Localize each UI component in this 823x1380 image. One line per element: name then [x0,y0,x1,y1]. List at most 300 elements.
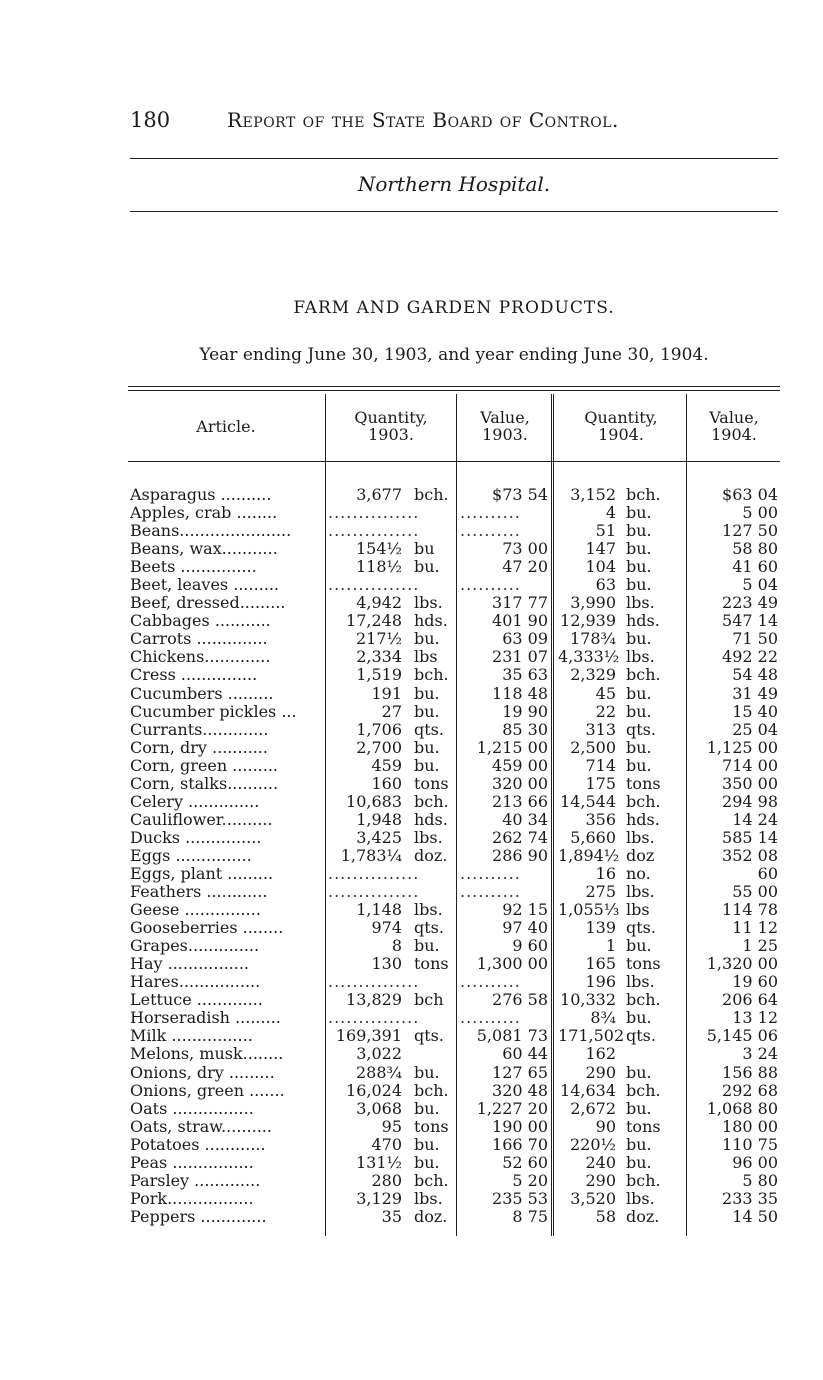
value-1904-cell: 19 60 [732,972,778,992]
article-cell: Cress ............... [130,666,258,685]
unit-1904-cell: bch. [626,665,661,685]
qty-1903-cell: 974 [371,918,402,938]
col-header-article: Article. [196,416,256,436]
article-cell: Cucumbers ......... [130,684,274,703]
qty-1904-cell: 275 [585,882,616,902]
qty-1903-cell: 1,783¼ [340,845,402,865]
empty-leader: ............... [328,973,420,992]
qty-1903-cell: 160 [371,773,402,793]
qty-1904-cell: 171,502 [558,1026,625,1046]
unit-1903-cell: bu. [414,1134,440,1154]
value-1903-cell: 19 90 [502,701,548,721]
qty-1904-cell: 290 [585,1062,616,1082]
table-row [128,1045,780,1063]
table-row [128,829,780,847]
value-1904-cell: 114 78 [722,900,778,920]
unit-1903-cell: lbs [414,647,438,667]
unit-1903-cell: hds. [414,809,448,829]
value-1903-cell: 286 90 [492,845,548,865]
value-1904-cell: 14 24 [732,809,778,829]
table-row [128,612,780,630]
products-table [128,386,780,1226]
unit-1904-cell: doz [626,845,655,865]
table-row [128,721,780,739]
qty-1903-cell: 10,683 [346,791,402,811]
unit-1904-cell: tons [626,1116,661,1136]
unit-1904-cell: lbs. [626,827,655,847]
article-cell: Onions, green ....... [130,1081,285,1100]
unit-1903-cell: bu. [414,936,440,956]
table-row [128,504,780,522]
unit-1904-cell: no. [626,863,651,883]
article-cell: Onions, dry ......... [130,1063,275,1082]
value-1904-cell: 294 98 [722,791,778,811]
article-cell: Grapes.............. [130,937,260,956]
article-cell: Corn, green ......... [130,756,278,775]
empty-leader: ............... [328,504,420,523]
article-cell: Cauliflower.......... [130,810,273,829]
unit-1904-cell: lbs. [626,1188,655,1208]
unit-1904-cell: hds. [626,809,660,829]
unit-1903-cell: qts. [414,719,444,739]
article-cell: Feathers ............ [130,883,268,902]
value-1903-cell: 35 63 [502,665,548,685]
qty-1904-cell: 45 [595,683,616,703]
article-cell: Oats, straw.......... [130,1117,272,1136]
unit-1903-cell: lbs. [414,827,443,847]
article-cell: Hares................ [130,973,261,992]
empty-leader: .......... [460,883,521,902]
qty-1904-cell: 165 [585,954,616,974]
table-header [128,391,780,462]
value-1904-cell: 714 00 [722,755,778,775]
value-1903-cell: 320 48 [492,1080,548,1100]
qty-1903-cell: 2,334 [356,647,402,667]
value-1904-cell: 206 64 [722,990,778,1010]
unit-1904-cell: bu. [626,629,652,649]
value-1904-cell: 11 12 [732,918,778,938]
value-1904-cell: 25 04 [732,719,778,739]
article-cell: Oats ................ [130,1099,254,1118]
table-row [128,594,780,612]
article-cell: Currants............. [130,720,269,739]
qty-1903-cell: 217½ [355,629,402,649]
unit-1904-cell: bu. [626,557,652,577]
unit-1904-cell: bu. [626,521,652,541]
unit-1904-cell: bu. [626,1134,652,1154]
unit-1904-cell: bu. [626,936,652,956]
unit-1903-cell: qts. [414,918,444,938]
qty-1904-cell: 220½ [569,1134,616,1154]
unit-1904-cell: bu. [626,1098,652,1118]
article-cell: Hay ................ [130,955,249,974]
qty-1903-cell: 280 [371,1170,402,1190]
value-1904-cell: 13 12 [732,1008,778,1028]
value-1903-cell: 1,215 00 [476,737,548,757]
qty-1903-cell: 27 [381,701,402,721]
table-row [128,558,780,576]
unit-1903-cell: bu. [414,683,440,703]
qty-1904-cell: 14,634 [560,1080,616,1100]
value-1903-cell: 459 00 [492,755,548,775]
article-cell: Asparagus .......... [130,486,272,504]
unit-1903-cell: bch. [414,485,449,504]
value-1904-cell: 5 00 [742,503,778,523]
qty-1903-cell: 95 [381,1116,402,1136]
qty-1904-cell: 4,333½ [558,647,620,667]
unit-1904-cell: bch. [626,1170,661,1190]
table-row [128,955,780,973]
article-cell: Cucumber pickles ... [130,702,297,721]
unit-1903-cell: bu. [414,755,440,775]
value-1904-cell: 1,125 00 [706,737,778,757]
unit-1903-cell: doz. [414,845,448,865]
article-cell: Geese ............... [130,901,261,920]
empty-leader: ............... [328,522,420,541]
unit-1904-cell: hds. [626,611,660,631]
table-row [128,540,780,558]
unit-1903-cell: bu. [414,557,440,577]
value-1903-cell: 97 40 [502,918,548,938]
unit-1903-cell: tons [414,773,449,793]
col-header-qty-1904: Quantity, 1904. [584,408,658,444]
value-1903-cell: 60 44 [502,1044,548,1064]
value-1904-cell: 1,320 00 [706,954,778,974]
table-row [128,486,780,504]
column-rule [686,394,687,1236]
value-1903-cell: 262 74 [492,827,548,847]
article-cell: Milk ................ [130,1027,253,1046]
qty-1904-cell: 1 [605,936,616,956]
article-cell: Corn, dry ........... [130,738,268,757]
qty-1904-cell: 196 [585,972,616,992]
qty-1903-cell: 154½ [355,539,402,559]
unit-1904-cell: lbs. [626,593,655,613]
unit-1904-cell: bu. [626,701,652,721]
value-1903-cell: 47 20 [502,557,548,577]
value-1903-cell: 235 53 [492,1188,548,1208]
table-row [128,576,780,594]
value-1903-cell: 85 30 [502,719,548,739]
qty-1903-cell: 1,148 [356,900,402,920]
qty-1903-cell: 2,700 [356,737,402,757]
value-1904-cell: 41 60 [732,557,778,577]
qty-1903-cell: 130 [371,954,402,974]
value-1904-cell: 31 49 [732,683,778,703]
article-cell: Parsley ............. [130,1171,261,1190]
unit-1903-cell: tons [414,954,449,974]
value-1904-cell: 96 00 [732,1152,778,1172]
empty-leader: ............... [328,576,420,595]
qty-1903-cell: 118½ [355,557,402,577]
qty-1904-cell: 22 [595,701,616,721]
unit-1904-cell: bch. [626,990,661,1010]
value-1903-cell: 320 00 [492,773,548,793]
unit-1904-cell: bu. [626,1152,652,1172]
value-1904-cell: 350 00 [722,773,778,793]
unit-1904-cell: bu. [626,539,652,559]
unit-1904-cell: lbs [626,900,650,920]
section-title: Northern Hospital. [357,172,551,196]
article-cell: Chickens............. [130,648,271,667]
value-1904-cell: 292 68 [722,1080,778,1100]
value-1904-cell: 547 14 [722,611,778,631]
unit-1904-cell: bu. [626,1062,652,1082]
table-row [128,1154,780,1172]
value-1903-cell: 5,081 73 [476,1026,548,1046]
unit-1903-cell: lbs. [414,1188,443,1208]
value-1904-cell: 585 14 [722,827,778,847]
unit-1903-cell: bch. [414,1170,449,1190]
page-number: 180 [130,108,171,132]
column-rule [551,394,554,1236]
table-row [128,1009,780,1027]
qty-1904-cell: 147 [585,539,616,559]
table-row [128,1100,780,1118]
article-cell: Beet, leaves ......... [130,576,279,595]
value-1903-cell: 8 75 [512,1206,548,1226]
article-cell: Eggs ............... [130,846,252,865]
table-row [128,703,780,721]
qty-1904-cell: 4 [605,503,616,523]
unit-1904-cell: tons [626,954,661,974]
qty-1903-cell: 8 [391,936,402,956]
table-row [128,991,780,1009]
table-row [128,685,780,703]
unit-1904-cell: bu. [626,737,652,757]
unit-1904-cell: tons [626,773,661,793]
qty-1904-cell: 104 [585,557,616,577]
qty-1904-cell: 63 [595,575,616,595]
qty-1904-cell: 5,660 [570,827,616,847]
unit-1904-cell: qts. [626,719,656,739]
qty-1903-cell: 191 [371,683,402,703]
value-1903-cell: 166 70 [492,1134,548,1154]
table-row [128,883,780,901]
value-1904-cell: 60 [757,863,778,883]
table-row [128,847,780,865]
unit-1903-cell: bch. [414,665,449,685]
table-row [128,739,780,757]
unit-1903-cell: bch [414,990,444,1010]
value-1904-cell: 5 04 [742,575,778,595]
unit-1903-cell: bch. [414,1080,449,1100]
qty-1903-cell: 288¾ [355,1062,402,1082]
qty-1903-cell: 3,677 [356,485,402,504]
value-1904-cell: 71 50 [732,629,778,649]
unit-1903-cell: hds. [414,611,448,631]
value-1903-cell: 231 07 [492,647,548,667]
table-row [128,1118,780,1136]
empty-leader: .......... [460,864,521,883]
table-row [128,630,780,648]
unit-1904-cell: bch. [626,485,661,504]
unit-1904-cell: lbs. [626,972,655,992]
qty-1904-cell: 58 [595,1206,616,1226]
unit-1903-cell: lbs. [414,900,443,920]
unit-1904-cell: qts. [626,918,656,938]
value-1903-cell: 1,227 20 [476,1098,548,1118]
qty-1904-cell: 714 [585,755,616,775]
value-1904-cell: 58 80 [732,539,778,559]
value-1904-cell: 5 80 [742,1170,778,1190]
col-header-qty-1903: Quantity, 1903. [354,408,428,444]
qty-1903-cell: 13,829 [346,990,402,1010]
value-1903-cell: 118 48 [492,683,548,703]
empty-leader: .......... [460,973,521,992]
value-1903-cell: 73 00 [502,539,548,559]
table-row [128,919,780,937]
qty-1904-cell: 8¾ [590,1008,616,1028]
empty-leader: .......... [460,1009,521,1028]
value-1903-cell: 276 58 [492,990,548,1010]
unit-1903-cell: lbs. [414,593,443,613]
divider [130,211,778,212]
unit-1904-cell: bu. [626,755,652,775]
value-1903-cell: $73 54 [492,485,548,504]
qty-1904-cell: 175 [585,773,616,793]
col-header-val-1904: Value, 1904. [709,408,759,444]
value-1903-cell: 9 60 [512,936,548,956]
col-header-val-1903: Value, 1903. [480,408,530,444]
unit-1903-cell: bu. [414,737,440,757]
unit-1904-cell: qts. [626,1026,656,1046]
qty-1904-cell: 356 [585,809,616,829]
value-1903-cell: 52 60 [502,1152,548,1172]
article-cell: Carrots .............. [130,630,268,649]
qty-1904-cell: 16 [595,863,616,883]
qty-1904-cell: 139 [585,918,616,938]
qty-1903-cell: 1,519 [356,665,402,685]
unit-1904-cell: doz. [626,1206,660,1226]
article-cell: Corn, stalks.......... [130,774,279,793]
article-cell: Eggs, plant ......... [130,864,274,883]
qty-1903-cell: 4,942 [356,593,402,613]
article-cell: Melons, musk........ [130,1045,284,1064]
article-cell: Beets ............... [130,558,257,577]
value-1904-cell: 54 48 [732,665,778,685]
value-1904-cell: $63 04 [722,485,778,504]
empty-leader: .......... [460,504,521,523]
value-1903-cell: 40 34 [502,809,548,829]
unit-1903-cell: tons [414,1116,449,1136]
article-cell: Cabbages ........... [130,612,271,631]
unit-1903-cell: bch. [414,791,449,811]
article-cell: Peppers ............. [130,1207,267,1226]
table-row [128,1190,780,1208]
table-subtitle: Year ending June 30, 1903, and year ending June 30, 1904. [199,345,709,365]
empty-leader: .......... [460,522,521,541]
qty-1903-cell: 3,425 [356,827,402,847]
table-row [128,522,780,540]
article-cell: Horseradish ......... [130,1009,281,1028]
qty-1904-cell: 12,939 [560,611,616,631]
value-1903-cell: 401 90 [492,611,548,631]
qty-1903-cell: 131½ [355,1152,402,1172]
table-row [128,1208,780,1226]
value-1904-cell: 1,068 80 [706,1098,778,1118]
unit-1903-cell: doz. [414,1206,448,1226]
qty-1904-cell: 162 [585,1044,616,1064]
empty-leader: ............... [328,1009,420,1028]
qty-1903-cell: 1,948 [356,809,402,829]
table-row [128,901,780,919]
table-row [128,793,780,811]
qty-1904-cell: 51 [595,521,616,541]
empty-leader: .......... [460,576,521,595]
table-row [128,811,780,829]
qty-1903-cell: 459 [371,755,402,775]
qty-1904-cell: 1,055⅓ [558,900,620,920]
qty-1904-cell: 313 [585,719,616,739]
empty-leader: ............... [328,864,420,883]
article-cell: Beans, wax........... [130,540,278,559]
table-row [128,1136,780,1154]
column-rule [325,394,326,1236]
unit-1903-cell: qts. [414,1026,444,1046]
running-title: Report of the State Board of Control. [227,108,619,132]
column-rule [456,394,457,1236]
unit-1903-cell: bu. [414,701,440,721]
value-1903-cell: 92 15 [502,900,548,920]
value-1903-cell: 5 20 [512,1170,548,1190]
unit-1903-cell: bu. [414,1152,440,1172]
qty-1904-cell: 290 [585,1170,616,1190]
article-cell: Peas ................ [130,1153,254,1172]
table-row [128,757,780,775]
table-row [128,937,780,955]
qty-1903-cell: 35 [381,1206,402,1226]
value-1903-cell: 1,300 00 [476,954,548,974]
value-1904-cell: 180 00 [722,1116,778,1136]
unit-1903-cell: bu. [414,1098,440,1118]
table-row [128,973,780,991]
qty-1904-cell: 2,500 [570,737,616,757]
qty-1904-cell: 1,894½ [558,845,620,865]
empty-leader: ............... [328,883,420,902]
value-1904-cell: 14 50 [732,1206,778,1226]
unit-1903-cell: bu. [414,629,440,649]
table-row [128,648,780,666]
qty-1904-cell: 3,152 [570,485,616,504]
value-1904-cell: 15 40 [732,701,778,721]
value-1904-cell: 5,145 06 [706,1026,778,1046]
unit-1903-cell: bu. [414,1062,440,1082]
unit-1903-cell: bu [414,539,435,559]
table-row [128,1082,780,1100]
value-1904-cell: 352 08 [722,845,778,865]
unit-1904-cell: bu. [626,1008,652,1028]
value-1904-cell: 492 22 [722,647,778,667]
qty-1903-cell: 169,391 [335,1026,402,1046]
divider [130,158,778,159]
qty-1904-cell: 2,672 [570,1098,616,1118]
unit-1904-cell: bu. [626,503,652,523]
unit-1904-cell: bu. [626,575,652,595]
table-row [128,1172,780,1190]
article-cell: Pork................. [130,1189,254,1208]
article-cell: Celery .............. [130,792,260,811]
qty-1904-cell: 2,329 [570,665,616,685]
unit-1904-cell: lbs. [626,882,655,902]
qty-1904-cell: 178¾ [569,629,616,649]
qty-1904-cell: 90 [595,1116,616,1136]
article-cell: Gooseberries ........ [130,919,284,938]
qty-1903-cell: 470 [371,1134,402,1154]
article-cell: Lettuce ............. [130,991,263,1010]
value-1904-cell: 156 88 [722,1062,778,1082]
table-body [128,486,780,1226]
